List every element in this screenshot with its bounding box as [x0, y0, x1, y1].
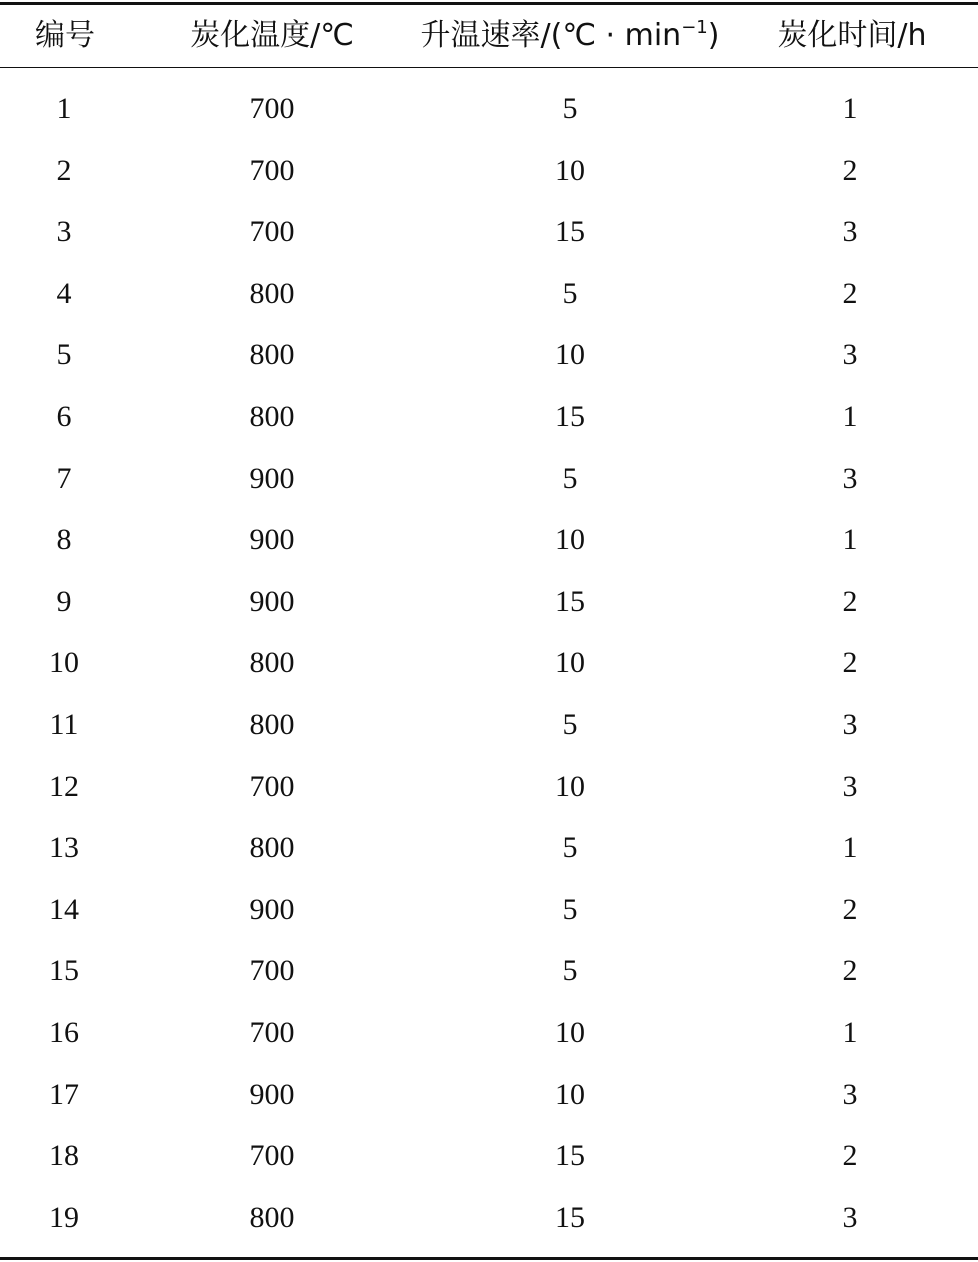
cell-heating-rate: 5: [562, 892, 578, 926]
table-row: [0, 940, 978, 1002]
cell-id: 18: [49, 1139, 79, 1173]
cell-heating-rate: 15: [555, 1200, 585, 1234]
table-row: [0, 1125, 978, 1187]
table-header-rule: [0, 67, 978, 68]
cell-time: 1: [842, 92, 858, 125]
cell-heating-rate: 10: [555, 338, 585, 372]
cell-id: 1: [56, 92, 72, 125]
cell-time: 2: [842, 954, 858, 988]
cell-time: 3: [842, 769, 858, 803]
cell-time: 2: [842, 646, 858, 680]
cell-temperature: 900: [249, 523, 295, 557]
cell-temperature: 800: [249, 831, 295, 865]
cell-heating-rate: 5: [562, 831, 578, 865]
cell-time: 1: [842, 399, 858, 433]
cell-temperature: 700: [249, 1015, 295, 1049]
cell-id: 10: [49, 646, 79, 680]
cell-id: 4: [56, 276, 72, 310]
cell-heating-rate: 10: [555, 769, 585, 803]
cell-temperature: 700: [249, 92, 295, 125]
cell-time: 3: [842, 1200, 858, 1234]
table-row: [0, 817, 978, 879]
cell-id: 9: [56, 584, 72, 618]
table-row: [0, 1187, 978, 1249]
table-row: [0, 509, 978, 571]
cell-heating-rate: 5: [562, 92, 578, 125]
cell-id: 19: [49, 1200, 79, 1234]
cell-temperature: 800: [249, 707, 295, 741]
cell-temperature: 800: [249, 1200, 295, 1234]
cell-id: 14: [49, 892, 79, 926]
cell-heating-rate: 5: [562, 461, 578, 495]
cell-id: 3: [56, 215, 72, 249]
cell-time: 1: [842, 523, 858, 557]
cell-time: 2: [842, 276, 858, 310]
header-heating-rate: [395, 5, 745, 67]
table-row: [0, 201, 978, 263]
cell-heating-rate: 5: [562, 954, 578, 988]
cell-temperature: 900: [249, 461, 295, 495]
table-row: [0, 78, 978, 140]
cell-temperature: 900: [249, 892, 295, 926]
table-row: [0, 756, 978, 818]
cell-temperature: 800: [249, 338, 295, 372]
table-bottom-rule: [0, 1257, 978, 1260]
table-header-row: [0, 5, 978, 67]
cell-temperature: 700: [249, 215, 295, 249]
cell-id: 8: [56, 523, 72, 557]
header-heating-rate-prefix: 升温速率/(℃ · min: [420, 18, 682, 53]
cell-id: 13: [49, 831, 79, 865]
cell-temperature: 800: [249, 276, 295, 310]
table-row: [0, 1002, 978, 1064]
table-row: [0, 694, 978, 756]
cell-temperature: 900: [249, 584, 295, 618]
cell-id: 16: [49, 1015, 79, 1049]
cell-time: 1: [842, 1015, 858, 1049]
table-row: [0, 1064, 978, 1126]
cell-heating-rate: 5: [562, 276, 578, 310]
table-body: [0, 78, 978, 1248]
cell-heating-rate: 10: [555, 1015, 585, 1049]
cell-time: 3: [842, 215, 858, 249]
cell-id: 11: [49, 707, 79, 741]
header-heating-rate-exponent: −1: [681, 17, 708, 38]
header-heating-rate-suffix: ): [707, 18, 720, 53]
table-row: [0, 140, 978, 202]
table-row: [0, 324, 978, 386]
cell-time: 3: [842, 461, 858, 495]
header-id: 编号: [35, 18, 95, 53]
cell-heating-rate: 15: [555, 399, 585, 433]
table-row: [0, 571, 978, 633]
cell-temperature: 700: [249, 153, 295, 187]
header-carbonization-temperature: 炭化温度/℃: [190, 18, 354, 53]
cell-id: 15: [49, 954, 79, 988]
cell-heating-rate: 15: [555, 1139, 585, 1173]
cell-id: 2: [56, 153, 72, 187]
cell-id: 6: [56, 399, 72, 433]
cell-time: 3: [842, 707, 858, 741]
table-row: [0, 386, 978, 448]
cell-temperature: 700: [249, 769, 295, 803]
cell-heating-rate: 10: [555, 1077, 585, 1111]
table-row: [0, 448, 978, 510]
cell-time: 2: [842, 1139, 858, 1173]
table-row: [0, 879, 978, 941]
cell-temperature: 800: [249, 646, 295, 680]
cell-id: 17: [49, 1077, 79, 1111]
cell-heating-rate: 10: [555, 646, 585, 680]
cell-id: 7: [56, 461, 72, 495]
cell-temperature: 800: [249, 399, 295, 433]
table-row: [0, 632, 978, 694]
cell-time: 2: [842, 892, 858, 926]
cell-id: 12: [49, 769, 79, 803]
cell-time: 1: [842, 831, 858, 865]
cell-heating-rate: 10: [555, 153, 585, 187]
cell-heating-rate: 15: [555, 584, 585, 618]
table-row: [0, 263, 978, 325]
cell-heating-rate: 15: [555, 215, 585, 249]
cell-time: 3: [842, 1077, 858, 1111]
cell-time: 2: [842, 153, 858, 187]
header-carbonization-time: 炭化时间/h: [777, 18, 927, 53]
cell-time: 2: [842, 584, 858, 618]
cell-time: 3: [842, 338, 858, 372]
cell-temperature: 900: [249, 1077, 295, 1111]
cell-temperature: 700: [249, 1139, 295, 1173]
cell-heating-rate: 5: [562, 707, 578, 741]
cell-id: 5: [56, 338, 72, 372]
cell-temperature: 700: [249, 954, 295, 988]
cell-heating-rate: 10: [555, 523, 585, 557]
